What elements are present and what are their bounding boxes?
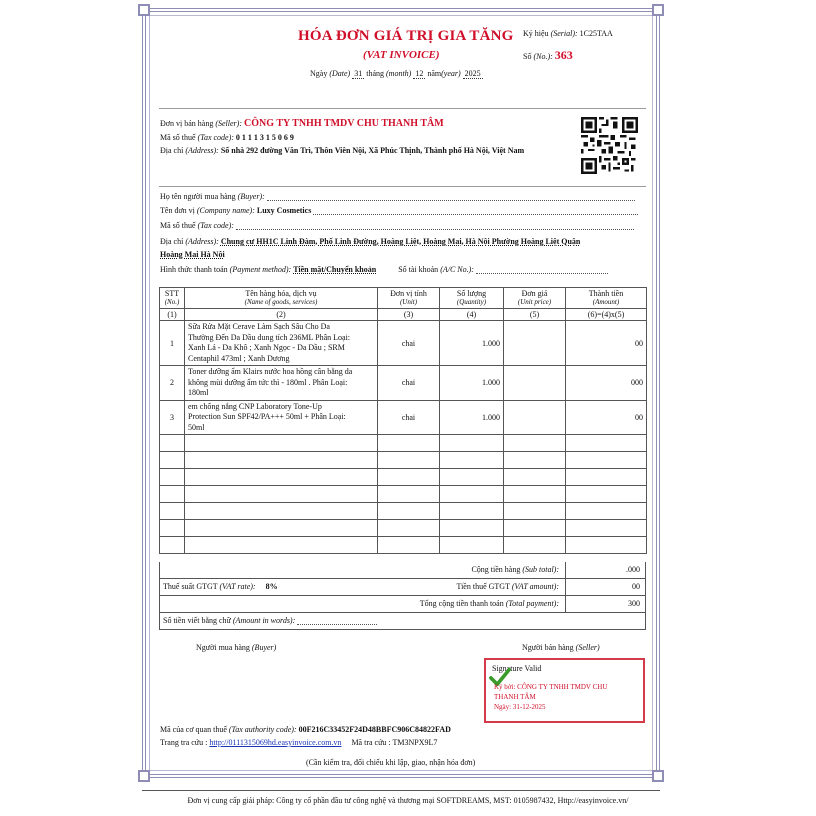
invoice-date — [310, 69, 483, 78]
total-label-wrap — [420, 599, 559, 608]
buyer-tax-value — [236, 229, 634, 230]
row-desc: em chống nắng CNP Laboratory Tone-Up Protection Sun SPF42/PA+++ 50ml + Phân Loại: 50ml — [185, 400, 378, 435]
row-price — [504, 400, 566, 435]
seller-tax-label: Mã số thuế — [160, 133, 196, 142]
total-label-en: (Total payment): — [505, 599, 559, 608]
qr-code-icon — [581, 117, 638, 174]
row-price — [504, 321, 566, 366]
no-value: 363 — [554, 48, 573, 62]
vat-amount-label-en: (VAT amount): — [511, 582, 559, 591]
seller-tax-label-en: (Tax code): — [197, 133, 234, 142]
row-stt: 2 — [160, 366, 185, 401]
table-row-empty — [160, 435, 647, 452]
lookup-note: (Cần kiểm tra, đối chiếu khi lập, giao, nhận hóa đơn) — [306, 758, 476, 767]
buyer-address-line2: Hoàng Mai Hà Nội — [160, 250, 225, 259]
row-unit: chai — [378, 321, 440, 366]
lookup-line — [160, 738, 437, 747]
subtotal-label: Cộng tiền hàng — [471, 565, 521, 574]
row-desc: Toner dưỡng ẩm Klairs nước hoa hồng cân bằng da không mùi dưỡng ẩm tức thì - 180ml . Phân Loại: 180ml — [185, 366, 378, 401]
amount-words-label: Số tiền viết bằng chữ — [163, 616, 231, 625]
seller-tax-line — [160, 133, 294, 142]
seller-name: CÔNG TY TNHH TMDV CHU THANH TÂM — [244, 118, 444, 129]
frame-corner — [652, 770, 664, 782]
vat-rate-wrap — [163, 582, 278, 591]
date-year: 2025 — [464, 69, 481, 78]
total-value: 300 — [628, 599, 640, 608]
authority-label-en: (Tax authority code): — [228, 725, 297, 734]
month-label: tháng — [366, 69, 384, 78]
lookup-code-label: Mã tra cứu : — [351, 738, 391, 747]
total-label: Tổng cộng tiền thanh toán — [419, 599, 504, 608]
signed-by-2: THANH TÂM — [494, 693, 536, 701]
buyer-company: Luxy Cosmetics — [256, 206, 312, 215]
signed-date: Ngày: 31-12-2025 — [494, 703, 546, 711]
vat-amount-value: 00 — [632, 582, 640, 591]
lookup-site-label: Trang tra cứu : — [160, 738, 208, 747]
table-row-empty — [160, 537, 647, 554]
buyer-name-label: Họ tên người mua hàng — [160, 192, 236, 201]
date-day: 31 — [354, 69, 363, 78]
vat-amount-label: Tiền thuế GTGT — [456, 582, 510, 591]
payment-method: Tiền mặt/Chuyển khoản — [293, 265, 377, 274]
serial-value: 1C25TAA — [579, 29, 613, 38]
buyer-company-dots — [313, 214, 638, 215]
vat-rate: 8% — [265, 582, 278, 591]
col-number-row — [160, 309, 647, 321]
seller-name-label-en: (Seller): — [215, 119, 242, 128]
col-number: (1) — [160, 309, 185, 321]
authority-code: 00F216C33452F24D48BBFC906C84822FAD — [298, 725, 451, 734]
buyer-signature-label: Người mua hàng (Buyer) — [196, 643, 277, 652]
subtotal-label-wrap — [471, 565, 559, 574]
serial-label: Ký hiệu — [523, 29, 549, 38]
items-table — [159, 287, 647, 554]
row-qty: 1.000 — [440, 400, 504, 435]
subtotal-row — [159, 562, 646, 579]
seller-name-line — [160, 118, 444, 129]
year-label-en: (year) — [441, 69, 461, 78]
row-stt: 1 — [160, 321, 185, 366]
table-row — [160, 400, 647, 435]
invoice-title: HÓA ĐƠN GIÁ TRỊ GIA TĂNG — [298, 28, 514, 44]
seller-address: Số nhà 292 đường Văn Trì, Thôn Viên Nội, Xã Phúc Thịnh, Thành phố Hà Nội, Việt Nam — [220, 146, 525, 155]
table-row — [160, 366, 647, 401]
date-label-en: (Date) — [329, 69, 351, 78]
seller-address-line — [160, 146, 524, 155]
account-label-en: (A/C No.): — [440, 265, 474, 274]
payment-line — [160, 265, 608, 274]
table-row-empty — [160, 486, 647, 503]
lookup-code: TM3NPX9L7 — [392, 738, 438, 747]
authority-code-line — [160, 725, 451, 734]
amount-words-row — [159, 613, 646, 630]
vat-row — [159, 579, 646, 596]
row-amount: 000 — [566, 366, 647, 401]
amount-words-value — [297, 624, 377, 625]
buyer-address-label-en: (Address): — [185, 237, 219, 246]
payment-label: Hình thức thanh toán — [160, 265, 228, 274]
no-label-en: (No.): — [533, 52, 553, 61]
cell-divider — [565, 579, 566, 595]
month-label-en: (month) — [386, 69, 412, 78]
account-label: Số tài khoản — [398, 265, 439, 274]
vat-amount-wrap — [456, 582, 559, 591]
buyer-address: Chung cư HH1C Linh Đàm, Phố Linh Đường, Hoàng Liệt, Hoàng Mai, Hà Nội Phường Hoàng Liệt Quận — [220, 237, 581, 246]
buyer-company-label: Tên đơn vị — [160, 206, 195, 215]
subtotal-value: .000 — [626, 565, 640, 574]
col-header-unit: Đơn vị tính (Unit) — [378, 288, 440, 309]
cell-divider — [565, 596, 566, 612]
buyer-company-line — [160, 206, 638, 215]
frame-corner — [138, 4, 150, 16]
col-number: (4) — [440, 309, 504, 321]
invoice-number — [523, 48, 573, 63]
date-label: Ngày — [310, 69, 328, 78]
year-label: năm — [427, 69, 442, 78]
total-row — [159, 596, 646, 613]
seller-address-label: Địa chỉ — [160, 146, 184, 155]
vat-rate-label-en: (VAT rate): — [219, 582, 256, 591]
table-row-empty — [160, 520, 647, 537]
divider — [159, 108, 646, 109]
col-number: (2) — [185, 309, 378, 321]
buyer-tax-label-en: (Tax code): — [197, 221, 234, 230]
buyer-address-line — [160, 237, 580, 246]
seller-tax-code: 0 1 1 1 3 1 5 0 6 9 — [235, 133, 294, 142]
row-amount: 00 — [566, 321, 647, 366]
cell-divider — [565, 562, 566, 578]
buyer-name-value — [267, 200, 635, 201]
footer-divider — [142, 790, 660, 791]
serial-label-en: (Serial): — [550, 29, 578, 38]
col-number: (6)=(4)x(5) — [566, 309, 647, 321]
col-header-amount: Thành tiền (Amount) — [566, 288, 647, 309]
payment-label-en: (Payment method): — [229, 265, 292, 274]
col-header-stt: STT (No.) — [160, 288, 185, 309]
subtotal-label-en: (Sub total): — [522, 565, 559, 574]
no-label: Số — [523, 52, 532, 61]
authority-label: Mã của cơ quan thuế — [160, 725, 227, 734]
seller-signature-label: Người bán hàng (Seller) — [522, 643, 600, 652]
row-unit: chai — [378, 366, 440, 401]
buyer-address-label: Địa chỉ — [160, 237, 184, 246]
col-header-price: Đơn giá (Unit price) — [504, 288, 566, 309]
buyer-company-label-en: (Company name): — [196, 206, 255, 215]
buyer-tax-line — [160, 221, 634, 230]
signature-valid: Signature Valid — [492, 664, 542, 673]
table-row-empty — [160, 503, 647, 520]
table-header-row — [160, 288, 647, 309]
vat-rate-label: Thuế suất GTGT — [163, 582, 218, 591]
signature-details — [494, 682, 607, 712]
buyer-name-label-en: (Buyer): — [237, 192, 265, 201]
footer-text: Đơn vị cung cấp giải pháp: Công ty cổ phần đầu tư công nghệ và thương mại SOFTDREAMS, MST: 0105987432, Http://easyinvoice.vn/ — [187, 796, 629, 805]
frame-corner — [138, 770, 150, 782]
row-desc: Sữa Rửa Mặt Cerave Làm Sạch Sâu Cho Da Thường Đến Da Dầu dung tích 236ML Phân Loại: Xanh Lá - Da Khô ; Xanh Ngọc - Da Dầu ; SRM Centaphil 473ml ; Xanh Dương — [185, 321, 378, 366]
frame-corner — [652, 4, 664, 16]
col-number: (5) — [504, 309, 566, 321]
row-stt: 3 — [160, 400, 185, 435]
seller-address-label-en: (Address): — [185, 146, 219, 155]
col-header-qty: Số lượng (Quantity) — [440, 288, 504, 309]
row-qty: 1.000 — [440, 321, 504, 366]
table-row — [160, 321, 647, 366]
buyer-tax-label: Mã số thuế — [160, 221, 196, 230]
divider — [159, 186, 646, 187]
invoice-serial — [523, 29, 613, 38]
col-header-name: Tên hàng hóa, dịch vụ (Name of goods, services) — [185, 288, 378, 309]
seller-name-label: Đơn vị bán hàng — [160, 119, 214, 128]
row-price — [504, 366, 566, 401]
invoice-subtitle: (VAT INVOICE) — [363, 49, 440, 61]
amount-words-wrap — [163, 616, 377, 625]
digital-signature-box — [484, 658, 645, 723]
col-number: (3) — [378, 309, 440, 321]
table-row-empty — [160, 469, 647, 486]
signed-by: Ký bởi: CÔNG TY TNHH TMDV CHU — [494, 683, 608, 691]
row-unit: chai — [378, 400, 440, 435]
table-row-empty — [160, 452, 647, 469]
account-value — [476, 273, 608, 274]
buyer-name-line — [160, 192, 635, 201]
date-month: 12 — [415, 69, 424, 78]
row-qty: 1.000 — [440, 366, 504, 401]
amount-words-label-en: (Amount in words): — [232, 616, 296, 625]
row-amount: 00 — [566, 400, 647, 435]
lookup-site-link[interactable]: http://0111315069hd.easyinvoice.com.vn — [209, 738, 342, 747]
